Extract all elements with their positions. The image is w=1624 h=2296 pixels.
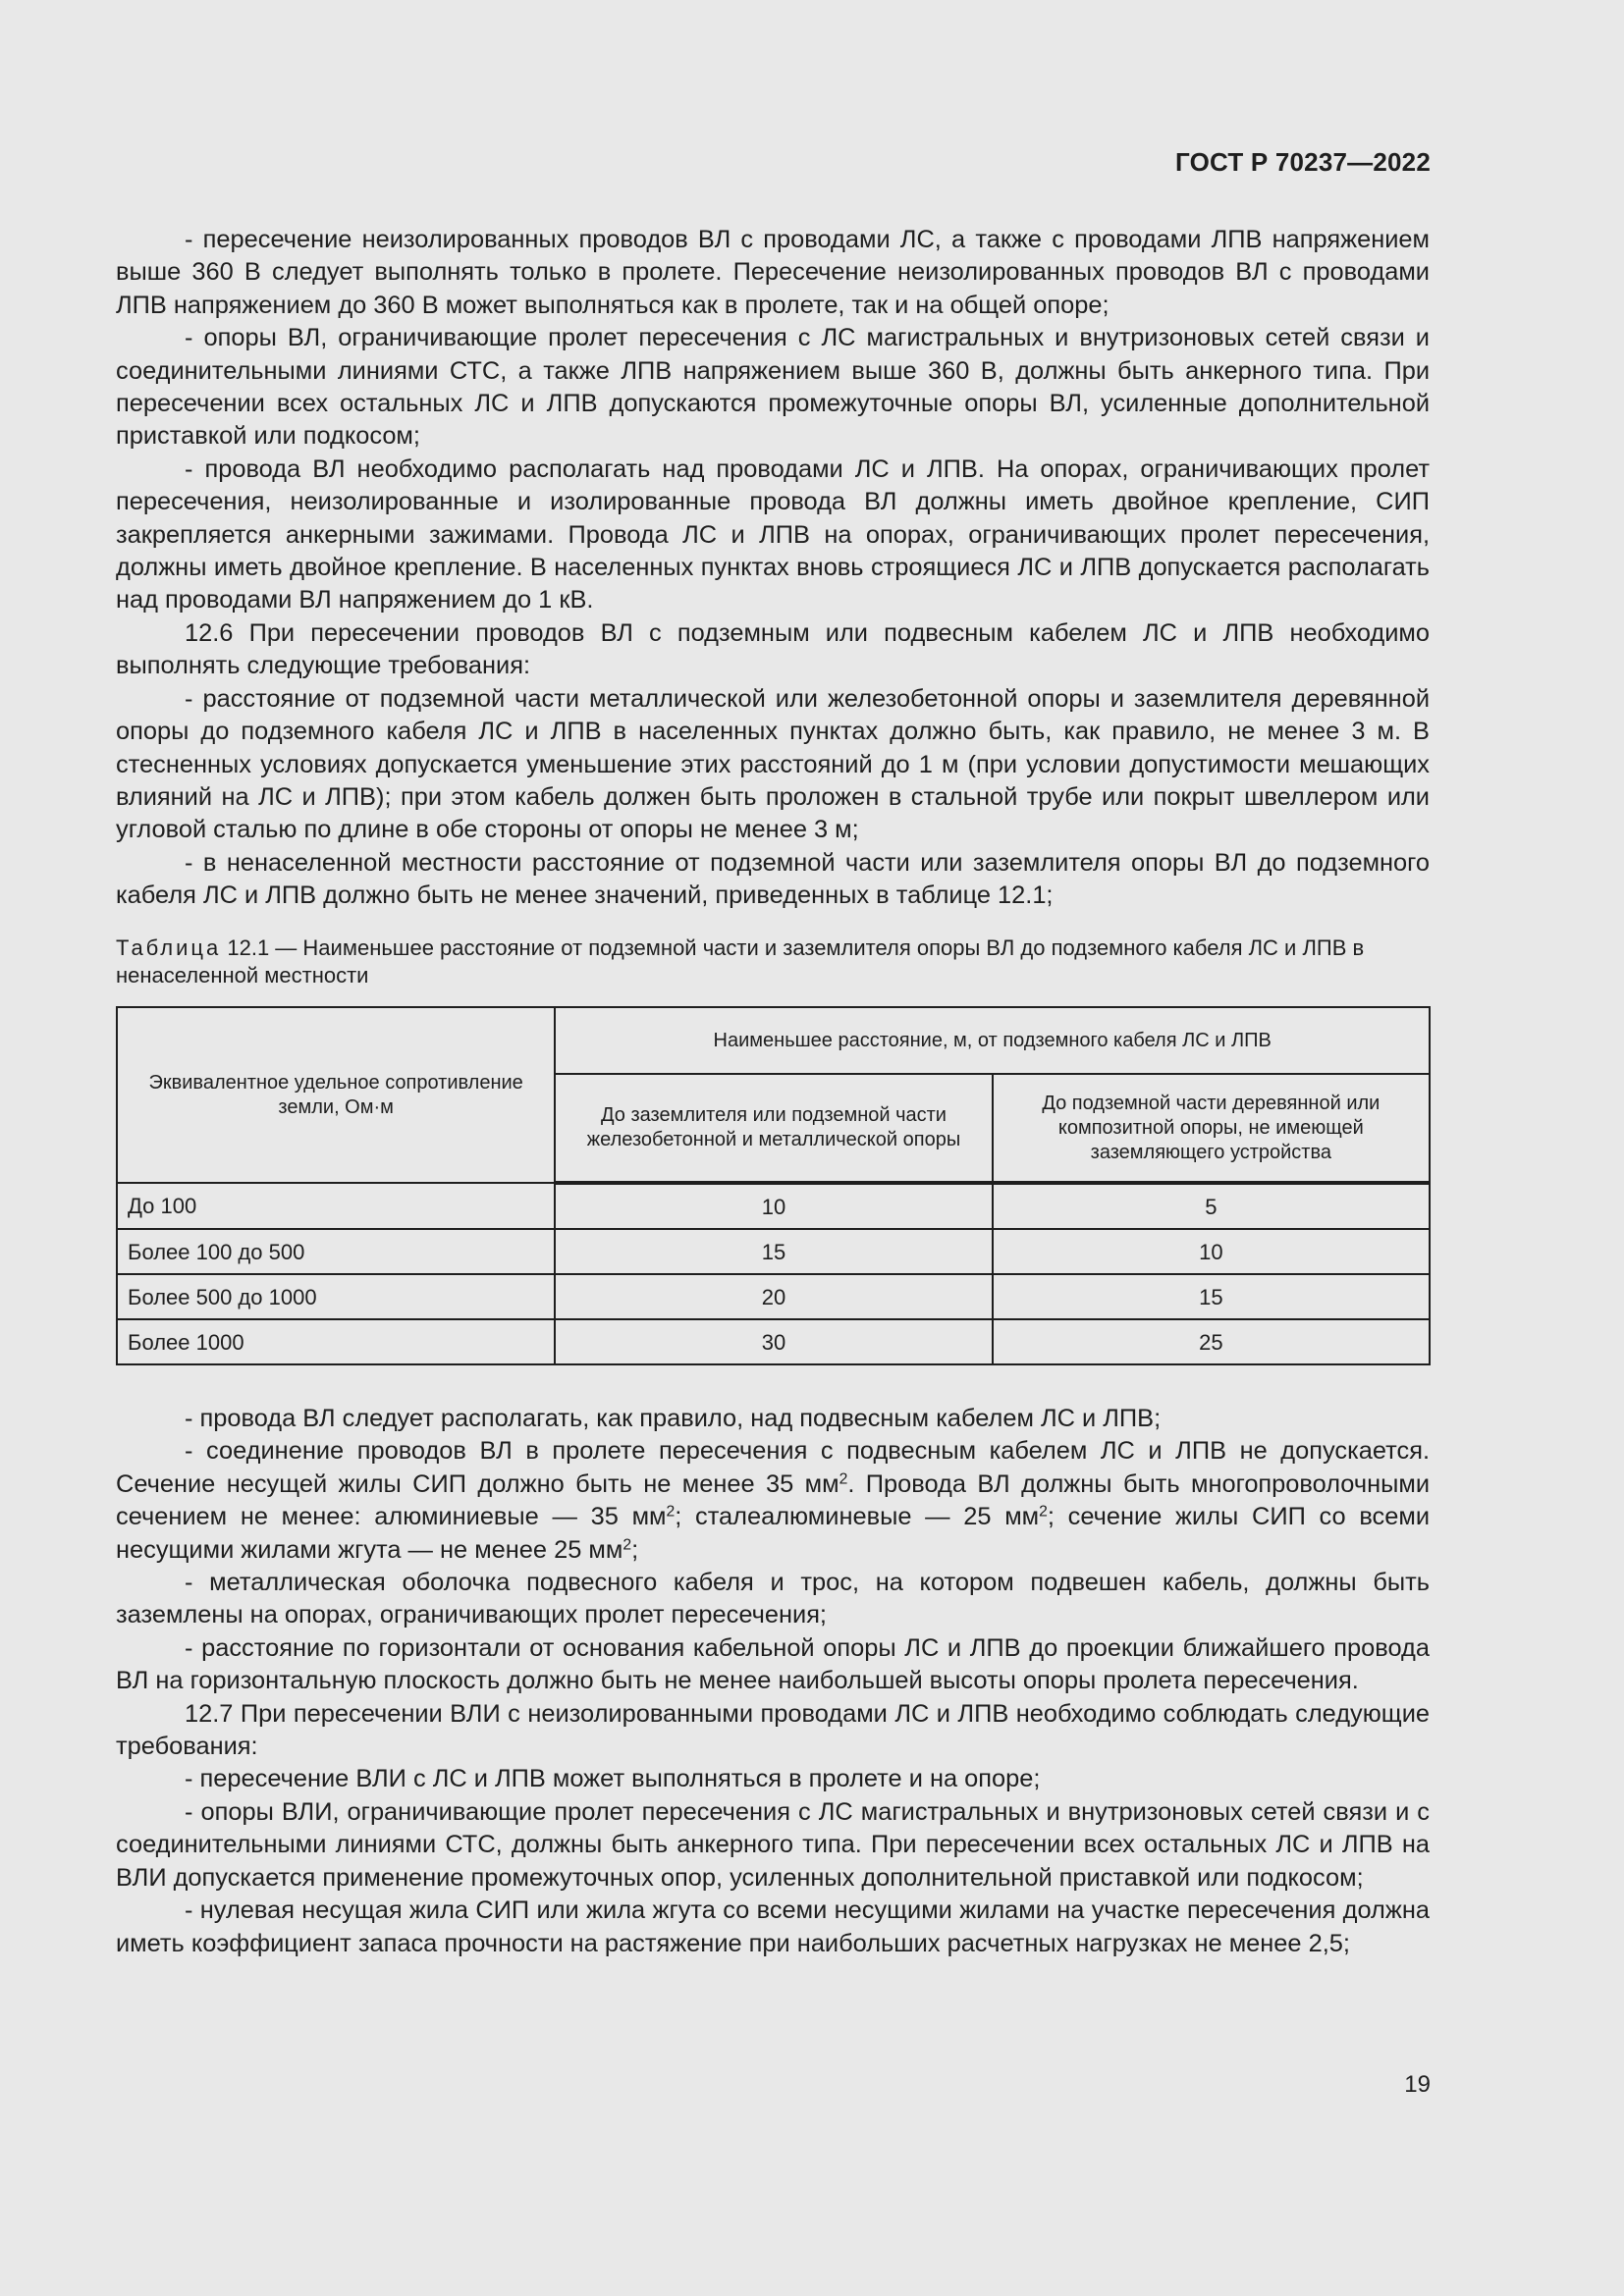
paragraph: - нулевая несущая жила СИП или жила жгута со всеми несущими жилами на участке пересечения должна иметь коэффициент запаса прочности на растяжение при наибольших расчетных нагрузках не менее 2,5; [116, 1896, 1430, 1957]
superscript: 2 [1039, 1503, 1048, 1521]
superscript: 2 [839, 1470, 848, 1488]
body-text-top [116, 224, 1430, 913]
table-caption-label: Таблица [116, 935, 222, 960]
table-row [117, 1183, 1430, 1229]
paragraph: - металлическая оболочка подвесного кабеля и трос, на котором подвешен кабель, должны быть заземлены на опорах, ограничивающих пролет пересечения; [116, 1569, 1430, 1629]
paragraph: - провода ВЛ следует располагать, как правило, над подвесным кабелем ЛС и ЛПВ; [185, 1405, 1162, 1432]
metal-distance-cell: 10 [555, 1183, 992, 1229]
page-number: 19 [1404, 2071, 1431, 2098]
paragraph: - в ненаселенной местности расстояние от подземной части или заземлителя опоры ВЛ до подземного кабеля ЛС и ЛПВ должно быть не менее значений, приведенных в таблице 12.1; [116, 848, 1430, 910]
table-caption [116, 934, 1430, 989]
wooden-distance-cell: 5 [993, 1183, 1430, 1229]
wooden-distance-cell: 15 [993, 1274, 1430, 1319]
paragraph: 12.7 При пересечении ВЛИ с неизолированными проводами ЛС и ЛПВ необходимо соблюдать следующие требования: [116, 1699, 1430, 1761]
paragraph: - расстояние от подземной части металлической или железобетонной опоры и заземлителя деревянной опоры до подземного кабеля ЛС и ЛПВ в населенных пунктах должно быть, как правило, не менее 3 м. В стесненных условиях допускается уменьшение этих расстояний до 1 м (при условии допустимости мешающих влияний на ЛС и ЛПВ); при этом кабель должен быть проложен в стальной трубе или покрыт швеллером или угловой сталью по длине в обе стороны от опоры не менее 3 м; [116, 684, 1430, 844]
resistance-cell: Более 1000 [117, 1319, 555, 1364]
metal-distance-cell: 20 [555, 1274, 992, 1319]
table-row [117, 1229, 1430, 1274]
paragraph-with-superscripts [116, 1435, 1430, 1567]
paragraph: - пересечение ВЛИ с ЛС и ЛПВ может выполняться в пролете и на опоре; [185, 1765, 1041, 1793]
standard-designation: ГОСТ Р 70237—2022 [1175, 147, 1431, 177]
wooden-support-column-header: До подземной части деревянной или композитной опоры, не имеющей заземляющего устройства [993, 1074, 1430, 1183]
resistance-column-header: Эквивалентное удельное сопротивление земли, Ом·м [117, 1007, 555, 1183]
text-run: . Провода ВЛ должны быть многопроволочными сечением не менее: алюминиевые — 35 мм [116, 1469, 1430, 1531]
superscript: 2 [623, 1535, 632, 1553]
paragraph: - расстояние по горизонтали от основания кабельной опоры ЛС и ЛПВ до проекции ближайшего провода ВЛ на горизонтальную плоскость должно быть не менее наибольшей высоты опоры пролета пересечения. [116, 1633, 1430, 1695]
table-caption-text: 12.1 — Наименьшее расстояние от подземной части и заземлителя опоры ВЛ до подземного кабеля ЛС и ЛПВ в ненаселенной местности [116, 935, 1365, 988]
wooden-distance-cell: 25 [993, 1319, 1430, 1364]
text-run: ; сечение жилы СИП со всеми несущими жилами жгута — не менее 25 мм [116, 1503, 1430, 1564]
metal-distance-cell: 15 [555, 1229, 992, 1274]
wooden-distance-cell: 10 [993, 1229, 1430, 1274]
resistance-cell: Более 100 до 500 [117, 1229, 555, 1274]
paragraph: - пересечение неизолированных проводов ВЛ с проводами ЛС, а также с проводами ЛПВ напряжением выше 360 В следует выполнять только в пролете. Пересечение неизолированных проводов ВЛ с проводами ЛПВ напряжением до 360 В может выполняться как в пролете, так и на общей опоре; [116, 226, 1430, 319]
metal-support-column-header: До заземлителя или подземной части железобетонной и металлической опоры [555, 1074, 992, 1183]
text-run: - соединение проводов ВЛ в пролете пересечения с подвесным кабелем ЛС и ЛПВ не допускается. Сечение несущей жилы СИП должно быть не менее 35 мм [116, 1437, 1430, 1498]
distance-group-header: Наименьшее расстояние, м, от подземного кабеля ЛС и ЛПВ [555, 1007, 1430, 1074]
metal-distance-cell: 30 [555, 1319, 992, 1364]
resistance-cell: Более 500 до 1000 [117, 1274, 555, 1319]
table-row [117, 1274, 1430, 1319]
superscript: 2 [666, 1503, 676, 1521]
paragraph: 12.6 При пересечении проводов ВЛ с подземным или подвесным кабелем ЛС и ЛПВ необходимо выполнять следующие требования: [116, 618, 1430, 680]
distance-table [116, 1006, 1431, 1365]
body-text-bottom [116, 1403, 1430, 1960]
table-row [117, 1319, 1430, 1364]
text-run: ; сталеалюминевые — 25 мм [675, 1503, 1040, 1531]
text-run: ; [631, 1535, 639, 1564]
paragraph: - опоры ВЛИ, ограничивающие пролет пересечения с ЛС магистральных и внутризоновых сетей связи и с соединительными линиями СТС, должны быть анкерного типа. При пересечении всех остальных ЛС и ЛПВ на ВЛИ допускается применение промежуточных опор, усиленных дополнительной приставкой или подкосом; [116, 1797, 1430, 1892]
paragraph: - опоры ВЛ, ограничивающие пролет пересечения с ЛС магистральных и внутризоновых сетей связи и соединительными линиями СТС, а также ЛПВ напряжением выше 360 В, должны быть анкерного типа. При пересечении всех остальных ЛС и ЛПВ допускаются промежуточные опоры ВЛ, усиленные дополнительной приставкой или подкосом; [116, 324, 1430, 451]
resistance-cell: До 100 [117, 1183, 555, 1229]
paragraph: - провода ВЛ необходимо располагать над проводами ЛС и ЛПВ. На опорах, ограничивающих пролет пересечения, неизолированные и изолированные провода ВЛ должны иметь двойное крепление, СИП закрепляется анкерными зажимами. Провода ЛС и ЛПВ на опорах, ограничивающих пролет пересечения, должны иметь двойное крепление. В населенных пунктах вновь строящиеся ЛС и ЛПВ допускается располагать над проводами ВЛ напряжением до 1 кВ. [116, 454, 1430, 614]
